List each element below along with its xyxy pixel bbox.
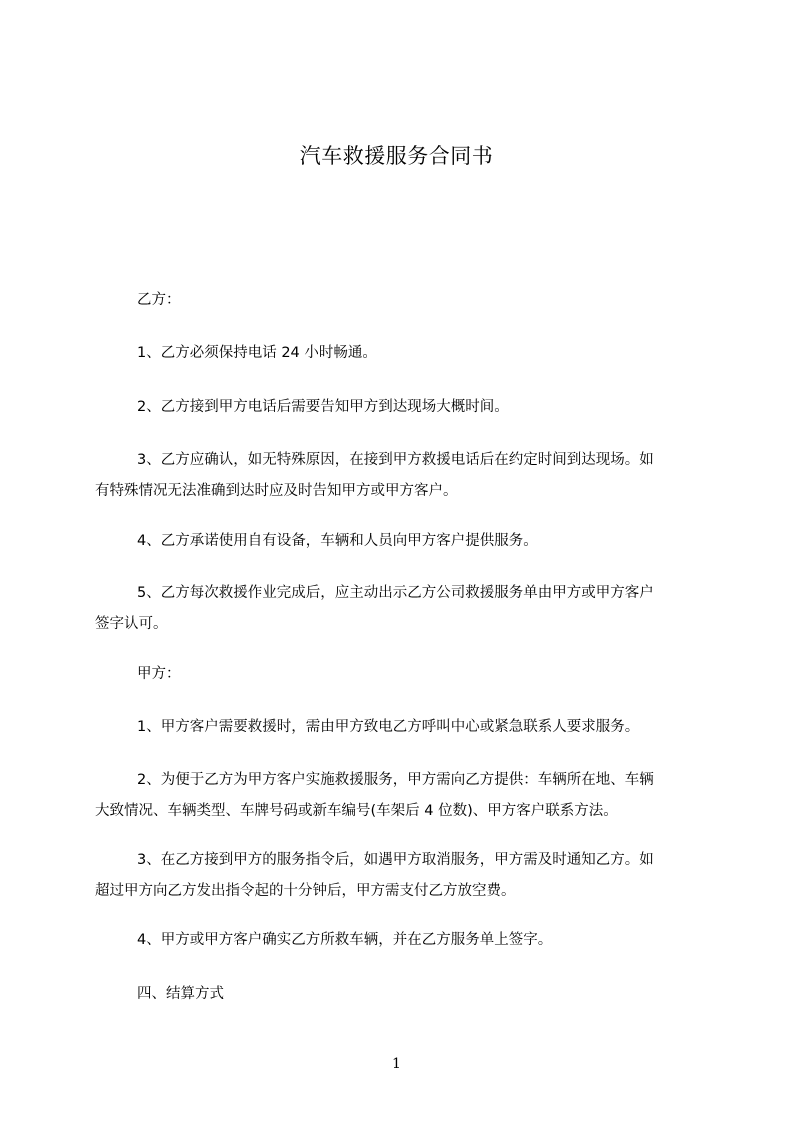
party-b-item-1-line-1: 1、乙方必须保持电话 24 小时畅通。 xyxy=(137,345,377,361)
section-four-heading-text: 四、结算方式 xyxy=(137,986,224,1002)
party-b-item-2 xyxy=(95,392,715,423)
party-a-item-4 xyxy=(95,925,715,956)
party-a-item-3 xyxy=(95,845,715,907)
party-a-item-2-line-1: 2、为便于乙方为甲方客户实施救援服务，甲方需向乙方提供：车辆所在地、车辆 xyxy=(137,772,654,788)
party-a-item-1 xyxy=(95,712,715,743)
party-a-item-1-line-1: 1、甲方客户需要救援时，需由甲方致电乙方呼叫中心或紧急联系人要求服务。 xyxy=(137,719,640,735)
party-a-heading xyxy=(95,659,715,690)
party-b-item-4-line-1: 4、乙方承诺使用自有设备，车辆和人员向甲方客户提供服务。 xyxy=(137,533,538,549)
party-b-item-3-line-2: 有特殊情况无法准确到达时应及时告知甲方或甲方客户。 xyxy=(95,483,458,499)
document-title: 汽车救援服务合同书 xyxy=(299,144,494,168)
party-a-item-4-line-1: 4、甲方或甲方客户确实乙方所救车辆，并在乙方服务单上签字。 xyxy=(137,932,553,948)
party-b-item-5-line-2: 签字认可。 xyxy=(95,616,168,632)
party-a-item-2-line-2: 大致情况、车辆类型、车牌号码或新车编号(车架后 4 位数)、甲方客户联系方法。 xyxy=(95,803,618,819)
party-b-item-4 xyxy=(95,526,715,557)
party-b-item-5 xyxy=(95,578,715,640)
page-number: 1 xyxy=(392,1056,401,1072)
section-four-heading xyxy=(95,979,715,1010)
party-b-heading-text: 乙方： xyxy=(137,292,181,308)
party-b-item-3-line-1: 3、乙方应确认，如无特殊原因，在接到甲方救援电话后在约定时间到达现场。如 xyxy=(137,452,654,468)
party-b-item-1 xyxy=(95,338,715,369)
party-a-item-2 xyxy=(95,765,715,827)
party-b-item-3 xyxy=(95,445,715,507)
party-b-heading xyxy=(95,285,715,316)
party-b-item-2-line-1: 2、乙方接到甲方电话后需要告知甲方到达现场大概时间。 xyxy=(137,399,509,415)
party-a-item-3-line-1: 3、在乙方接到甲方的服务指令后，如遇甲方取消服务，甲方需及时通知乙方。如 xyxy=(137,852,654,868)
party-a-item-3-line-2: 超过甲方向乙方发出指令起的十分钟后，甲方需支付乙方放空费。 xyxy=(95,883,516,899)
party-b-item-5-line-1: 5、乙方每次救援作业完成后，应主动出示乙方公司救援服务单由甲方或甲方客户 xyxy=(137,585,654,601)
party-a-heading-text: 甲方： xyxy=(137,666,181,682)
